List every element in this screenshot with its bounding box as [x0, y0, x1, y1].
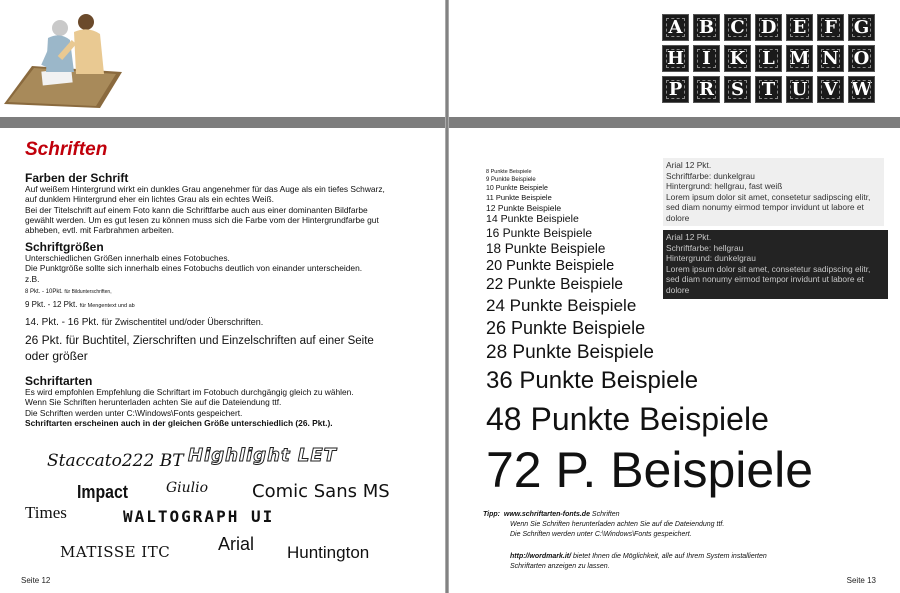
- initial-letter-icon: G: [848, 14, 875, 41]
- font-sample-arial: Arial: [218, 534, 255, 554]
- initial-letter-icon: K: [724, 45, 751, 72]
- initial-letter-icon: W: [848, 76, 875, 103]
- text-line: Die Schriften werden unter C:\Windows\Fonts gespeichert.: [25, 407, 243, 418]
- initial-letter-icon: U: [786, 76, 813, 103]
- initial-letter-icon: H: [662, 45, 689, 72]
- sample-26pt: 26 Punkte Beispiele: [486, 318, 646, 338]
- text-line: Wenn Sie Schriften herunterladen achten Sie auf die Dateiendung ttf.: [25, 397, 282, 408]
- sample-11pt: 11 Punkte Beispiele: [486, 193, 552, 202]
- box-text: Schriftfarbe: dunkelgrau: [666, 170, 755, 181]
- box-text: Lorem ipsum dolor sit amet, consetetur sadipscing elitr, sed diam nonumy eirmod tempor invidunt ut labore et dolore: [666, 191, 871, 223]
- initial-letter-icon: O: [848, 45, 875, 72]
- font-sample-impact: Impact: [77, 482, 129, 502]
- box-text: Arial 12 Pkt.: [666, 160, 712, 170]
- box-text: Schriftfarbe: hellgrau: [666, 242, 744, 253]
- sample-28pt: 28 Punkte Beispiele: [486, 342, 654, 363]
- box-text: Hintergrund: hellgrau, fast weiß: [666, 181, 783, 191]
- initial-letter-icon: B: [693, 14, 720, 41]
- initial-letter-icon: D: [755, 14, 782, 41]
- box-text: Lorem ipsum dolor sit amet, consetetur sadipscing elitr, sed diam nonumy eirmod tempor invidunt ut labore et dolore: [666, 263, 871, 295]
- initial-letter-icon: N: [817, 45, 844, 72]
- text-line: Auf weißem Hintergrund wirkt ein dunkles Grau angenehmer für das Auge als ein tiefes Schwarz,: [25, 184, 385, 194]
- section-text-groessen: [25, 253, 420, 284]
- color-example-dark: [663, 230, 888, 299]
- sample-48pt: 48 Punkte Beispiele: [486, 401, 769, 437]
- font-sample-waltograph: WALTOGRAPH UI: [123, 507, 275, 526]
- sample-12pt: 12 Punkte Beispiele: [486, 203, 562, 213]
- sample-14pt: 14 Punkte Beispiele: [486, 213, 579, 225]
- sample-36pt: 36 Punkte Beispiele: [486, 367, 699, 394]
- sample-9pt: 9 Punkte Beispiele: [486, 177, 536, 183]
- initial-letter-icon: E: [786, 14, 813, 41]
- sample-16pt: 16 Punkte Beispiele: [486, 226, 593, 240]
- tip-line-5: Schriftarten anzeigen zu lassen.: [510, 563, 610, 570]
- size-example-9pt: 9 Pkt. - 12 Pkt. für Mengentext und ab: [25, 300, 135, 309]
- right-page: [449, 0, 900, 593]
- font-sample-giulio: Giulio: [166, 480, 209, 496]
- font-sample-comic-sans: Comic Sans MS: [252, 481, 390, 502]
- text-line-bold: Schriftarten erscheinen auch in der gleichen Größe unterschiedlich (26. Pkt.).: [25, 417, 333, 428]
- initial-letter-icon: T: [755, 76, 782, 103]
- font-sample-staccato: Staccato222 BT: [47, 451, 184, 471]
- sample-24pt: 24 Punkte Beispiele: [486, 296, 637, 315]
- initial-letter-icon: S: [724, 76, 751, 103]
- section-text-farben: [25, 184, 420, 235]
- initial-letter-icon: A: [662, 14, 689, 41]
- initial-letter-icon: I: [693, 45, 720, 72]
- header-band: [0, 117, 445, 128]
- initial-letter-icon: V: [817, 76, 844, 103]
- section-text-arten: [25, 387, 420, 428]
- text-line: auf dunklem Hintergrund eher ein lichtes Grau als ein echtes Weiß.: [25, 194, 274, 205]
- initial-letter-icon: P: [662, 76, 689, 103]
- initial-letter-icon: L: [755, 45, 782, 72]
- text-line: gewählt werden. Um es gut lesen zu können muss sich die Farbe vom der Hintergrundfarbe gut: [25, 214, 379, 225]
- people-reading-illustration: [4, 8, 124, 108]
- font-sample-matisse: MATISSE ITC: [60, 543, 171, 561]
- initial-letter-icon: R: [693, 76, 720, 103]
- text-line: abheben, evtl. mit Farbrahmen arbeiten.: [25, 225, 174, 236]
- page-number-left: Seite 12: [21, 576, 51, 585]
- header-band: [449, 117, 900, 128]
- section-heading-farben: Farben der Schrift: [25, 171, 129, 185]
- initial-letter-icon: M: [786, 45, 813, 72]
- text-line: Bei der Titelschrift auf einem Foto kann die Schriftfarbe auch aus einer dominanten Bildfarbe: [25, 204, 368, 215]
- size-example-14pt: 14. Pkt. - 16 Pkt. für Zwischentitel und/oder Überschriften.: [25, 317, 264, 328]
- tip-line-4: http://wordmark.it/ bietet Ihnen die Möglichkeit, alle auf Ihrem System installierten: [510, 553, 767, 560]
- initial-letter-icon: F: [817, 14, 844, 41]
- box-text: Arial 12 Pkt.: [666, 232, 712, 242]
- initial-letter-icon: C: [724, 14, 751, 41]
- text-line: Unterschiedlichen Größen innerhalb eines Fotobuches.: [25, 253, 230, 263]
- tip-line-1: Tipp: www.schriftarten-fonts.de Schriften: [483, 511, 620, 518]
- section-heading-arten: Schriftarten: [25, 374, 93, 388]
- sample-22pt: 22 Punkte Beispiele: [486, 276, 624, 293]
- font-sample-highlight: Highlight LET: [188, 445, 337, 466]
- box-text: Hintergrund: dunkelgrau: [666, 253, 756, 263]
- page-title: Schriften: [25, 139, 108, 160]
- sample-18pt: 18 Punkte Beispiele: [486, 241, 606, 256]
- sample-8pt: 8 Punkte Beispiele: [486, 169, 532, 175]
- text-line: Es wird empfohlen Empfehlung die Schriftart im Fotobuch durchgängig gleich zu wählen.: [25, 387, 354, 397]
- tip-line-2: Wenn Sie Schriften herunterladen achten Sie auf die Dateiendung ttf.: [510, 521, 725, 528]
- size-example-26pt-cont: oder größer: [25, 349, 88, 363]
- size-example-8pt: 8 Pkt. - 10Pkt. für Bildunterschriften,: [25, 289, 112, 295]
- text-line: z.B.: [25, 273, 40, 284]
- sample-20pt: 20 Punkte Beispiele: [486, 258, 615, 274]
- tip-line-3: Die Schriften werden unter C:\Windows\Fonts gespeichert.: [510, 531, 692, 538]
- section-heading-groessen: Schriftgrößen: [25, 240, 104, 254]
- sample-10pt: 10 Punkte Beispiele: [486, 185, 548, 192]
- font-sample-times: Times: [25, 503, 67, 522]
- size-example-26pt: 26 Pkt. für Buchtitel, Zierschriften und Einzelschriften auf einer Seite: [25, 333, 374, 347]
- sample-72pt: 72 P. Beispiele: [486, 442, 814, 498]
- color-example-light: [663, 158, 884, 226]
- font-sample-huntington: Huntington: [287, 543, 370, 562]
- left-page: [0, 0, 445, 593]
- text-line: Die Punktgröße sollte sich innerhalb eines Fotobuchs deutlich von einander unterscheiden.: [25, 263, 363, 274]
- decorative-initials-grid: [662, 14, 888, 107]
- page-number-right: Seite 13: [846, 576, 876, 585]
